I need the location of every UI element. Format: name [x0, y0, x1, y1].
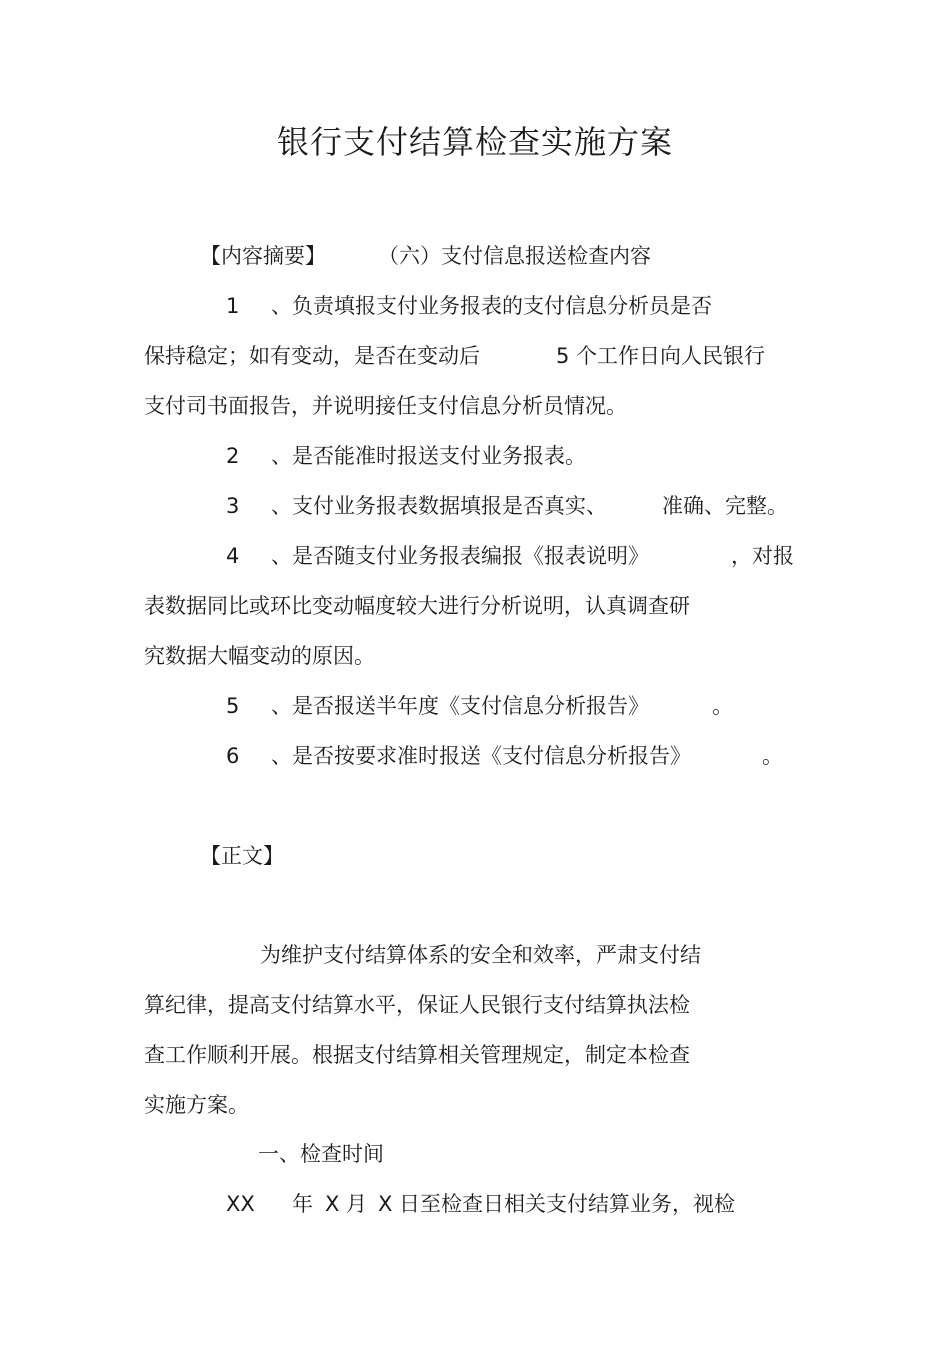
body-label: 【正文】: [200, 844, 284, 868]
section-1-heading: 一、检查时间: [258, 1142, 384, 1166]
summary-label: 【内容摘要】: [200, 244, 326, 268]
item-1-number: 1: [226, 294, 240, 318]
item-4-number: 4: [226, 544, 240, 568]
item-1-line-3: 支付司书面报告，并说明接任支付信息分析员情况。: [144, 394, 627, 418]
item-2-number: 2: [226, 444, 240, 468]
item-1-line-2a: 保持稳定；如有变动，是否在变动后: [144, 344, 480, 368]
intro-line-3: 查工作顺利开展。根据支付结算相关管理规定，制定本检查: [144, 1043, 690, 1067]
item-6-line-1a: 、是否按要求准时报送《支付信息分析报告》: [271, 744, 691, 768]
item-5-number: 5: [226, 694, 240, 718]
item-4-line-3: 究数据大幅变动的原因。: [144, 644, 375, 668]
item-4-line-1a: 、是否随支付业务报表编报《报表说明》: [271, 544, 649, 568]
document-title: 银行支付结算检查实施方案: [276, 123, 673, 161]
item-3-line-1a: 、支付业务报表数据填报是否真实、: [271, 494, 607, 518]
item-2-line-1: 、是否能准时报送支付业务报表。: [271, 444, 586, 468]
item-5-line-1b: 。: [712, 694, 733, 718]
intro-line-4: 实施方案。: [144, 1093, 249, 1117]
item-5-line-1a: 、是否报送半年度《支付信息分析报告》: [271, 694, 649, 718]
intro-line-2: 算纪律，提高支付结算水平，保证人民银行支付结算执法检: [144, 993, 690, 1017]
item-6-line-1b: 。: [762, 744, 783, 768]
item-1-line-2b: 5 个工作日向人民银行: [556, 344, 766, 368]
section-1-part-3: X 月: [325, 1192, 368, 1216]
item-6-number: 6: [226, 744, 240, 768]
item-1-line-1: 、负责填报支付业务报表的支付信息分析员是否: [271, 294, 712, 318]
summary-heading: （六）支付信息报送检查内容: [378, 244, 651, 268]
item-4-line-1b: ，对报: [731, 544, 794, 568]
section-1-part-2: 年: [292, 1192, 313, 1216]
section-1-part-1: XX: [226, 1192, 255, 1216]
item-4-line-2: 表数据同比或环比变动幅度较大进行分析说明，认真调查研: [144, 594, 690, 618]
section-1-part-4: X 日至检查日相关支付结算业务，视检: [378, 1192, 736, 1216]
intro-line-1: 为维护支付结算体系的安全和效率，严肃支付结: [260, 943, 701, 967]
item-3-line-1b: 准确、完整。: [662, 494, 788, 518]
item-3-number: 3: [226, 494, 240, 518]
